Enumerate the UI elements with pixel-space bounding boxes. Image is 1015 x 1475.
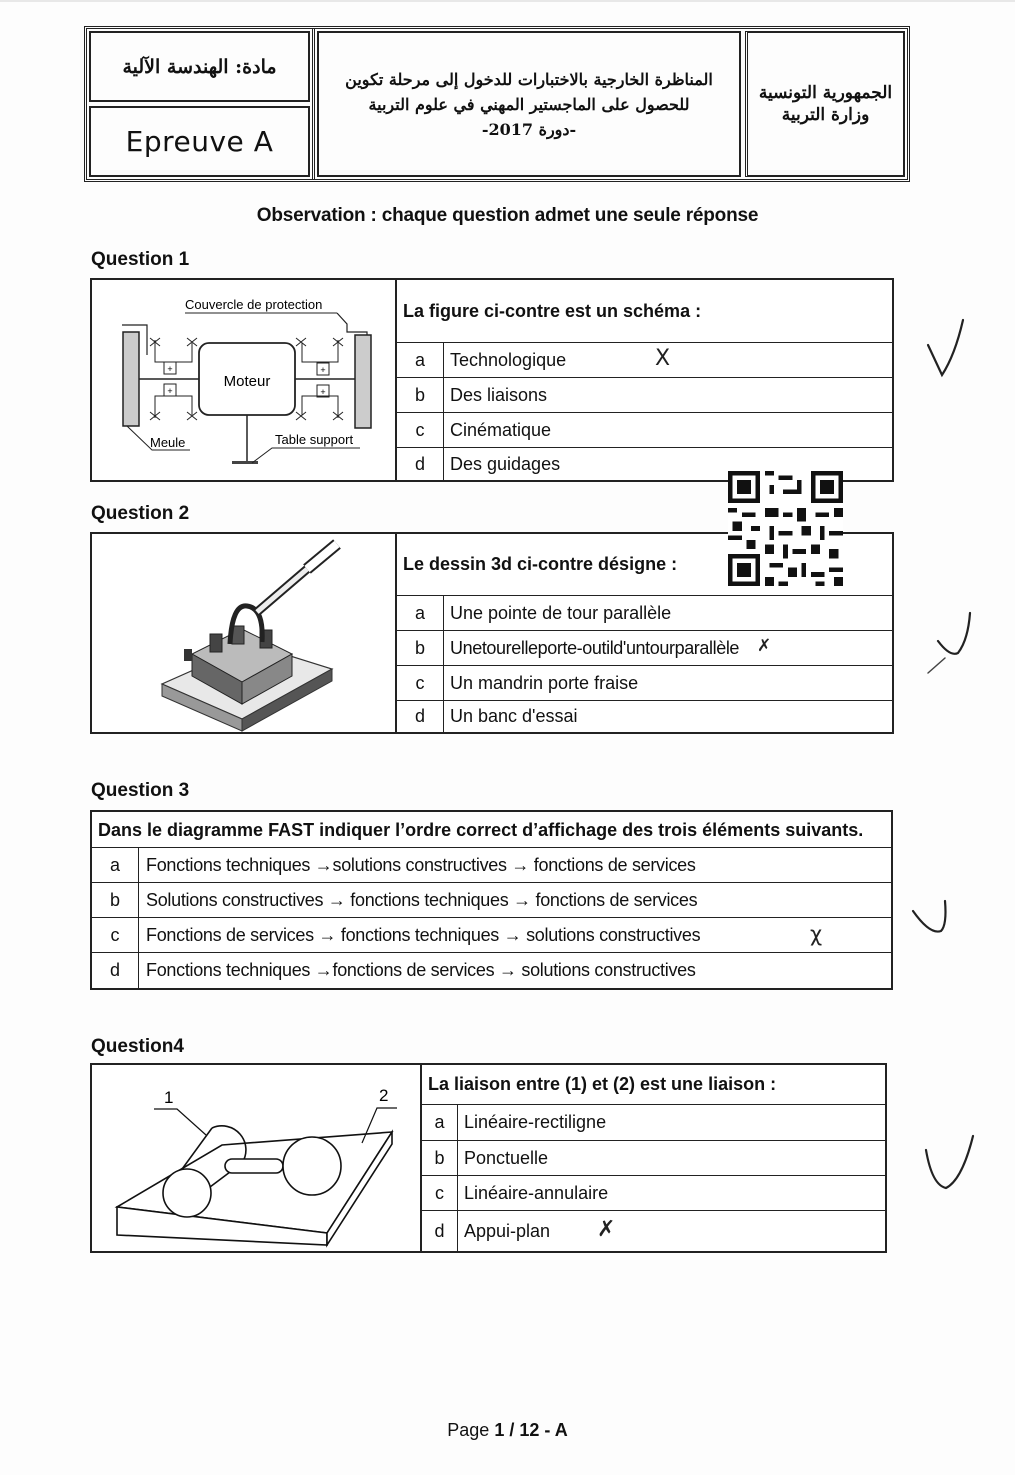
question-4-figure (92, 1065, 422, 1251)
option-text: Un banc d'essai (450, 706, 578, 726)
question-1-answers (397, 280, 892, 480)
option-row[interactable] (92, 883, 891, 918)
answer-cross-mark: X (655, 346, 671, 371)
tool-post-3d-drawing (92, 534, 395, 732)
option-text: Des guidages (450, 453, 561, 474)
option-letter: a (397, 596, 444, 630)
page-index: 1 / 12 - A (494, 1420, 568, 1440)
part-2-label: 2 (379, 1086, 389, 1105)
check-mark-icon (920, 605, 975, 680)
question-2-title: Question 2 (91, 503, 190, 524)
option-row[interactable] (422, 1176, 885, 1211)
option-text: Ponctuelle (464, 1147, 549, 1168)
option-letter: d (397, 701, 444, 732)
option-text: Unetourelleporte-outild'untourparallèle (450, 637, 740, 658)
question-4-answers (422, 1065, 885, 1251)
option-text: Linéaire-annulaire (464, 1182, 609, 1203)
subject-cell (89, 31, 310, 102)
check-mark-icon (905, 895, 955, 955)
option-letter: a (422, 1105, 458, 1140)
option-row[interactable] (397, 378, 892, 413)
question-4-title: Question4 (91, 1036, 184, 1057)
option-letter: c (397, 666, 444, 700)
svg-text:+: + (167, 386, 173, 396)
exam-header (84, 26, 910, 182)
option-text: Solutions constructives → fonctions techniques → fonctions de services (146, 889, 698, 910)
exam-session: -دورة 2017- (481, 119, 577, 139)
option-letter: b (422, 1141, 458, 1175)
epreuve-label: Epreuve A (125, 125, 274, 158)
option-text: Fonctions de services → fonctions techniques → solutions constructives (146, 924, 701, 945)
question-3-prompt: Dans le diagramme FAST indiquer l’ordre correct d’affichage des trois éléments suivants. (92, 812, 891, 848)
question-3-title: Question 3 (91, 780, 190, 801)
question-4-box (90, 1063, 887, 1253)
cover-label: Couvercle de protection (185, 297, 323, 312)
option-row[interactable] (92, 848, 891, 883)
option-letter: a (92, 848, 139, 882)
option-row[interactable] (397, 343, 892, 378)
option-letter: b (92, 883, 139, 917)
kinematic-schema-diagram (92, 280, 395, 480)
answer-cross-mark: χ (810, 922, 823, 946)
option-row[interactable] (397, 631, 892, 666)
question-1-figure (92, 280, 397, 480)
option-text: Technologique (450, 349, 567, 370)
option-row[interactable] (422, 1141, 885, 1176)
check-mark-icon (920, 315, 970, 395)
header-right (745, 31, 905, 177)
header-center (317, 31, 741, 177)
question-2-figure (92, 534, 397, 732)
table-label: Table support (275, 432, 354, 447)
option-letter: a (397, 343, 444, 377)
option-text: Appui-plan (464, 1220, 551, 1241)
question-2-prompt: Le dessin 3d ci-contre désigne : (397, 534, 892, 596)
answer-cross-mark: ✗ (597, 1217, 616, 1242)
page-prefix: Page (447, 1420, 495, 1440)
svg-text:+: + (167, 364, 173, 374)
left-grinding-wheel (123, 332, 139, 426)
subject-label: مادة: الهندسة الآلية (122, 55, 277, 78)
svg-text:+: + (320, 387, 326, 397)
question-3-box (90, 810, 893, 990)
option-row[interactable] (397, 596, 892, 631)
ministry-label: وزارة التربية (781, 105, 870, 125)
exam-title-line-1: المناظرة الخارجية بالاختبارات للدخول إلى مرحلة تكوين (345, 69, 713, 89)
exam-title-line-2: للحصول على الماجستير المهني في علوم التربية (368, 94, 690, 114)
option-row[interactable] (397, 701, 892, 732)
option-row[interactable] (92, 918, 891, 953)
option-text: Fonctions techniques →solutions constructives → fonctions de services (146, 854, 696, 875)
option-text: Des liaisons (450, 384, 548, 405)
republic-label: الجمهورية التونسية (758, 83, 893, 103)
observation-note: Observation : chaque question admet une seule réponse (256, 205, 759, 226)
answer-cross-mark: ✗ (757, 636, 772, 656)
right-grinding-wheel (355, 335, 371, 428)
linkage-drawing (92, 1065, 420, 1251)
option-text: Linéaire-rectiligne (464, 1112, 607, 1132)
wheel-label: Meule (150, 435, 186, 450)
option-row[interactable] (422, 1211, 885, 1251)
page-edge (0, 0, 1015, 2)
option-letter: b (397, 378, 444, 412)
option-row[interactable] (397, 413, 892, 448)
option-letter: d (422, 1211, 458, 1251)
motor-label: Moteur (223, 373, 271, 390)
option-text: Un mandrin porte fraise (450, 672, 639, 693)
question-1-title: Question 1 (91, 249, 190, 270)
option-letter: d (397, 448, 444, 480)
option-text: Cinématique (450, 419, 552, 440)
option-letter: b (397, 631, 444, 665)
option-row[interactable] (92, 953, 891, 988)
option-letter: c (422, 1176, 458, 1210)
question-1-box (90, 278, 894, 482)
svg-text:+: + (320, 365, 326, 375)
option-letter: c (92, 918, 139, 952)
option-letter: c (397, 413, 444, 447)
option-row[interactable] (422, 1105, 885, 1141)
epreuve-cell (89, 106, 310, 177)
question-4-prompt: La liaison entre (1) et (2) est une liaison : (422, 1065, 885, 1105)
qr-code-icon (728, 471, 843, 586)
option-row[interactable] (397, 666, 892, 701)
question-1-prompt: La figure ci-contre est un schéma : (397, 280, 892, 343)
option-letter: d (92, 953, 139, 988)
check-mark-icon (918, 1130, 978, 1200)
header-left (87, 29, 315, 179)
page-number (0, 1420, 1015, 1441)
option-text: Fonctions techniques →fonctions de services → solutions constructives (146, 960, 696, 980)
part-1-label: 1 (164, 1088, 174, 1107)
option-text: Une pointe de tour parallèle (450, 602, 672, 623)
